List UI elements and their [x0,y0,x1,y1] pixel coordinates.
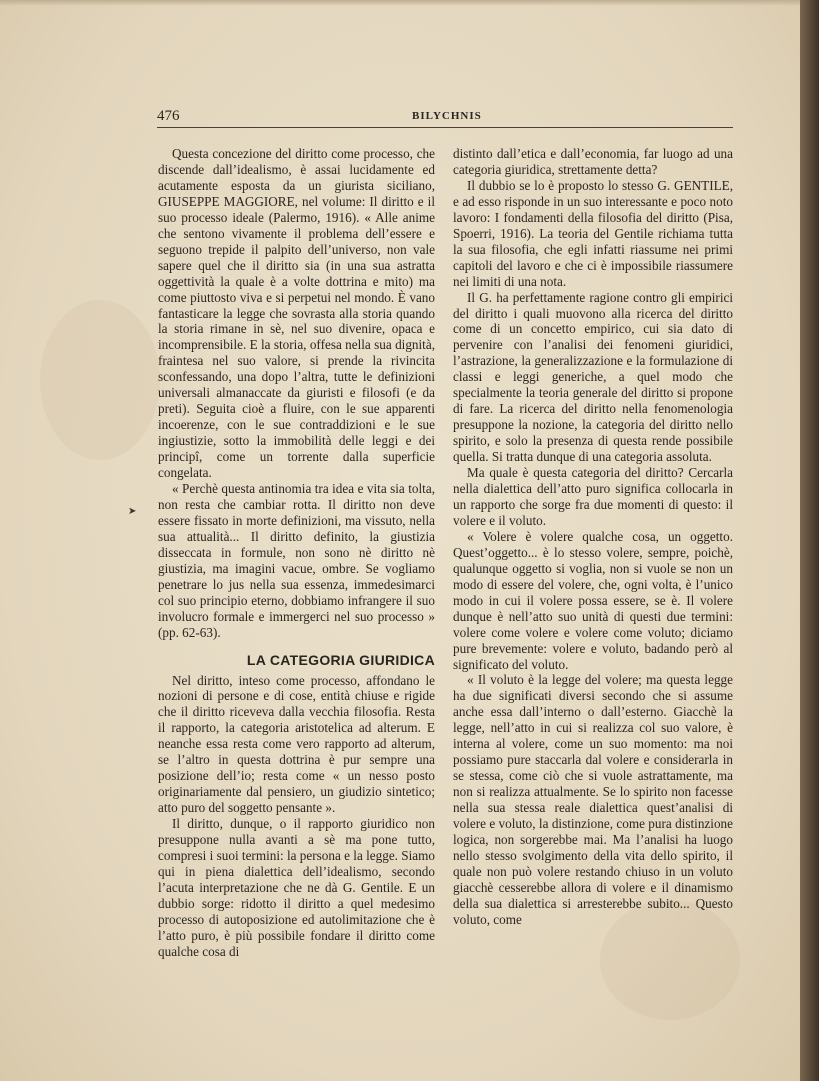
section-title: LA CATEGORIA GIURIDICA [246,651,435,668]
paragraph: Nel diritto, inteso come processo, affondano le nozioni di persone e di cose, entità chiuse e rigide che il diritto riceveva dalla vecchia filosofia. Resta il rapporto, la categoria aristotelica ad alterum. E neanche essa resta come vero rapporto ad alterum, se l’altro in questa dottrina è pur sempre una posizione dell’io; resta come « un nesso posto originariamente dal pensiero, un giudizio sintetico; atto puro del soggetto pensante ». [158,672,435,816]
book-spine-edge [800,0,819,1081]
running-title: BILYCHNIS [412,110,482,122]
paragraph: Il diritto, dunque, o il rapporto giuridico non presuppone nulla avanti a sè ma pone tutto, compresi i suoi termini: la persona e la legge. Siamo qui in piena dialettica dell’idealismo, secondo l’acuta interpretazione che ne dà G. Gentile. E un dubbio sorge: ridotto il diritto a quel medesimo processo di autoposizione ed autolimitazione che è l’atto puro, è più possibile fondare il diritto come qualche cosa di [158,816,435,959]
margin-arrow-icon: ➤ [128,506,137,517]
paragraph: « Perchè questa antinomia tra idea e vita sia tolta, non resta che cambiar rotta. Il diritto non deve essere fissato in morte definizioni, ma vissuto, nella sua attualità... Il diritto definito, la giustizia disseccata in formule, non sono nè diritto nè giustizia, ma imagini vacue, ombre. Se vogliamo penetrare lo jus nella sua essenza, immedesimarci col suo principio eterno, dobbiamo infrangere il suo involucro formale e immergerci nel suo processo » (pp. 62-63). [158,481,435,640]
right-column [453,146,733,928]
header-rule [157,127,733,128]
paragraph: « Il voluto è la legge del volere; ma questa legge ha due significati diversi secondo che si assume anche essa dall’interno o dall’esterno. Giacchè la legge, nell’atto in cui si realizza col suo valore, è interna al volere, come un suo momento: ma noi possiamo pure staccarla dal volere e considerarla in se stessa, come ciò che si vuole astrattamente, ma non si realizza attualmente. Se lo spirito non facesse nella sua stessa reale dialettica quest’analisi di volere e voluto, la distinzione, come pura distinzione logica, non sorgerebbe mai. Ma l’analisi ha luogo nello stesso svolgimento della vita dello spirito, il quale non può volere restando chiuso in un voluto giacchè cesserebbe allora di volere e il dinamismo della sua dialettica si arresterebbe subito... Questo voluto, come [453,672,733,927]
page-number: 476 [157,108,180,124]
page-top-shadow [0,0,800,6]
paragraph: Questa concezione del diritto come processo, che discende dall’idealismo, è assai lucidamente ed acutamente esposta da un giurista siciliano, GIUSEPPE MAGGIORE, nel volume: Il diritto e il suo processo ideale (Palermo, 1916). « Alle anime che sentono vivamente il problema dell’essere e seguono trepide il palpito dell’universo, non vale sapere quel che il diritto sia (in una sua astratta oggettività la quale è a volte dottrina e mito) ma come piuttosto viva e si perpetui nel mondo. È vano fantasticare la legge che sovrasta alla storia quando la storia rimane in sè, nel suo divenire, opaca e incomprensibile. E la storia, offesa nella sua dignità, fraintesa nel suo valore, si prende la rivincita sconfessando, una dopo l’altra, tutte le definizioni universali almanaccate da giuristi e filosofi (e da preti). Seguita cioè a fluire, con le sue apparenti incoerenze, con le sue contraddizioni e le sue ingiustizie, sotto la immobilità delle leggi e dei principî, come un torrente dalla superficie congelata. [158,146,435,481]
paragraph: Il dubbio se lo è proposto lo stesso G. GENTILE, e ad esso risponde in un suo interessante e poco noto lavoro: I fondamenti della filosofia del diritto (Pisa, Spoerri, 1916). La teoria del Gentile richiama tutta la sua filosofia, che egli infatti riassume nei primi capitoli del lavoro e che ci è impossibile riassumere nei limiti di una nota. [453,177,733,289]
paragraph: Ma quale è questa categoria del diritto? Cercarla nella dialettica dell’atto puro significa collocarla in un rapporto che sorge fra due momenti di questo: il volere e il voluto. [453,465,733,528]
paragraph: distinto dall’etica e dall’economia, far luogo ad una categoria giuridica, strettamente detta? [453,146,733,177]
paper-stain [40,300,160,460]
left-column [158,146,435,960]
paragraph: Il G. ha perfettamente ragione contro gli empirici del diritto i quali muovono alla ricerca del diritto come di un concetto empirico, cui sia dato di pervenire con l’analisi dei fenomeni giuridici, l’astrazione, la generalizzazione e la formulazione di classi e leggi generiche, a quel modo che specialmente la teoria generale del diritto si propone di fare. La ricerca del diritto nella fenomenologia presuppone la nozione, la categoria del diritto nello spirito, e solo la presenza di questa rende possibile quella. Si tratta dunque di una categoria assoluta. [453,289,733,465]
page-header [157,108,733,126]
paragraph: « Volere è volere qualche cosa, un oggetto. Quest’oggetto... è lo stesso volere, sempre, poichè, qualunque oggetto si voglia, non si vuole se non un modo di essere del volere, che, ogni volta, è l’unico modo in cui il volere possa essere, se è. Il volere dunque è nell’atto suo unità di questi due termini: volere come volere e volere come voluto; diciamo pure brevemente: volere e voluto, badando però al significato del voluto. [453,528,733,672]
